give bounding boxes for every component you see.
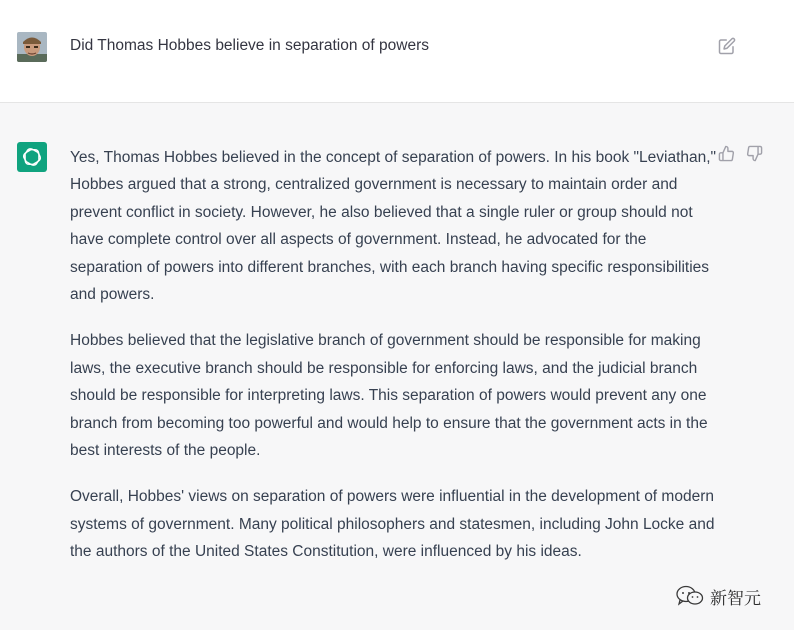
- openai-logo-icon: [17, 142, 47, 172]
- edit-icon[interactable]: [718, 37, 736, 55]
- user-avatar: [17, 32, 47, 62]
- thumbs-down-icon[interactable]: [746, 145, 764, 163]
- thumbs-up-icon[interactable]: [718, 145, 736, 163]
- assistant-message-row: [0, 103, 794, 630]
- assistant-message-text: [70, 144, 720, 585]
- wechat-logo-icon: [676, 585, 704, 607]
- watermark-text: 新智元: [710, 588, 761, 609]
- watermark: [676, 582, 761, 610]
- user-message-text: Did Thomas Hobbes believe in separation of powers: [70, 37, 429, 54]
- assistant-paragraph-2: Hobbes believed that the legislative branch of government should be responsible for making laws, the executive branch should be responsible for enforcing laws, and the judicial branch should be responsible for interpreting laws. This separation of powers would prevent any one branch from becoming too powerful and would help to ensure that the government acts in the best interests of the people.: [70, 332, 708, 460]
- assistant-paragraph-3: Overall, Hobbes' views on separation of powers were influential in the development of modern systems of government. Many political philosophers and statesmen, including John Locke and the authors of the United States Constitution, were influenced by his ideas.: [70, 488, 715, 561]
- user-message-row: [0, 0, 794, 103]
- assistant-paragraph-1: Yes, Thomas Hobbes believed in the concept of separation of powers. In his book "Leviathan," Hobbes argued that a strong, centralized government is necessary to maintain order and prevent conflict in society. However, he also believed that a single ruler or group should not have complete control over all aspects of government. Instead, he advocated for the separation of powers into different branches, with each branch having specific responsibilities and powers.: [70, 149, 717, 304]
